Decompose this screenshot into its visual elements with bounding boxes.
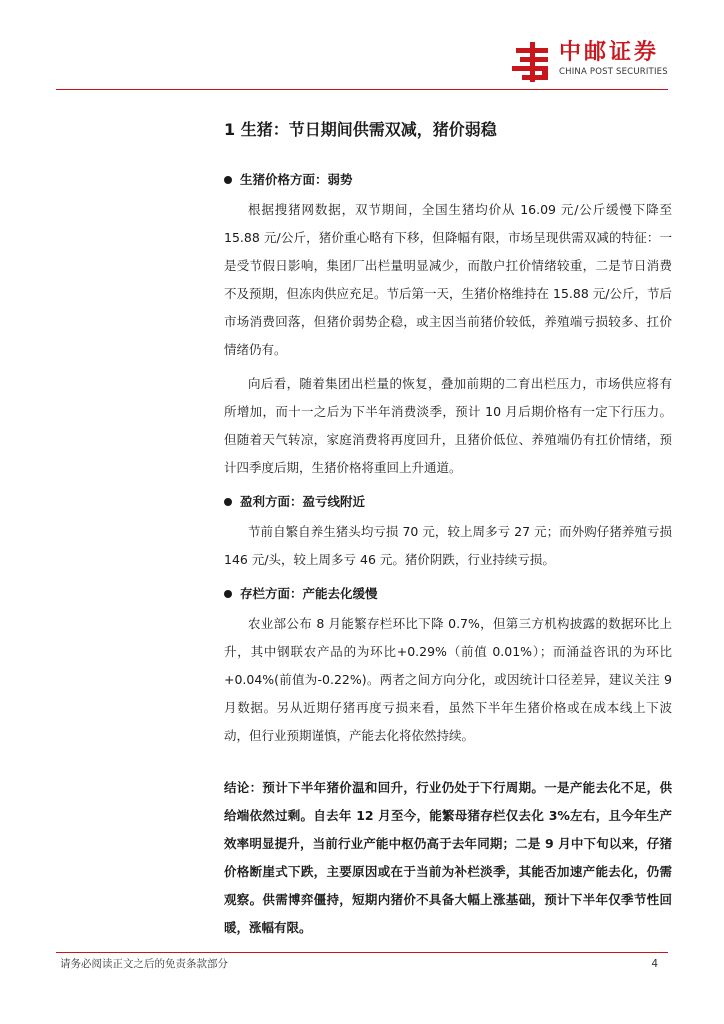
china-post-logo-icon — [512, 42, 552, 82]
bullet-heading-text: 盈利方面：盈亏线附近 — [240, 494, 366, 509]
bullet-heading-price — [224, 170, 672, 190]
bullet-heading-profit — [224, 492, 672, 512]
brand-name-en: CHINA POST SECURITIES — [559, 67, 668, 77]
bullet-heading-text: 存栏方面：产能去化缓慢 — [240, 586, 378, 601]
bullet-icon — [224, 498, 232, 506]
footer-divider — [56, 952, 668, 953]
bullet-icon — [224, 590, 232, 598]
page-number: 4 — [651, 958, 658, 970]
page-header — [0, 0, 724, 90]
bullet-icon — [224, 176, 232, 184]
bullet-heading-inventory — [224, 584, 672, 604]
bullet-heading-text: 生猪价格方面：弱势 — [240, 172, 353, 187]
paragraph: 向后看，随着集团出栏量的恢复，叠加前期的二育出栏压力，市场供应将有所增加，而十一之后为下半年消费淡季，预计 10 月后期价格有一定下行压力。但随着天气转凉，家庭消费将再度回升，且猪价低位、养殖端仍有扛价情绪，预计四季度后期，生猪价格将重回上升通道。 — [224, 376, 672, 475]
china-post-securities-logo — [512, 40, 672, 86]
conclusion-paragraph: 结论：预计下半年猪价温和回升，行业仍处于下行周期。一是产能去化不足，供给端依然过剩。自去年 12 月至今，能繁母猪存栏仅去化 3%左右，且今年生产效率明显提升，当前行业产能中枢仍高于去年同期；二是 9 月中下旬以来，仔猪价格断崖式下跌，主要原因或在于当前为补栏淡季，其能否加速产能去化，仍需观察。供需博弈僵持，短期内猪价不具备大幅上涨基础，预计下半年仅季节性回暖，涨幅有限。 — [224, 780, 672, 935]
header-divider — [56, 89, 668, 90]
report-content — [224, 118, 672, 942]
paragraph: 农业部公布 8 月能繁存栏环比下降 0.7%，但第三方机构披露的数据环比上升，其中钢联农产品的为环比+0.29%（前值 0.01%）；而涌益咨讯的为环比+0.04%(前值为-0.22%)。两者之间方向分化，或因统计口径差异，建议关注 9 月数据。另从近期仔猪再度亏损来看，虽然下半年生猪价格或在成本线上下波动，但行业预期谨慎，产能去化将依然持续。 — [224, 616, 672, 743]
section-title: 1 生猪：节日期间供需双减，猪价弱稳 — [224, 120, 497, 139]
footer-disclaimer: 请务必阅读正文之后的免责条款部分 — [60, 958, 228, 970]
brand-name-cn: 中邮证券 — [559, 40, 660, 65]
paragraph: 节前自繁自养生猪头均亏损 70 元，较上周多亏 27 元；而外购仔猪养殖亏损146 元/头，较上周多亏 46 元。猪价阴跌，行业持续亏损。 — [224, 524, 672, 567]
paragraph: 根据搜猪网数据，双节期间，全国生猪均价从 16.09 元/公斤缓慢下降至15.88 元/公斤，猪价重心略有下移，但降幅有限，市场呈现供需双减的特征：一是受节假日影响，集团厂出栏量明显减少，而散户扛价情绪较重，二是节日消费不及预期，但冻肉供应充足。节后第一天，生猪价格维持在 15.88 元/公斤，节后市场消费回落，但猪价弱势企稳，或主因当前猪价较低，养殖端亏损较多、扛价情绪仍有。 — [224, 202, 672, 357]
